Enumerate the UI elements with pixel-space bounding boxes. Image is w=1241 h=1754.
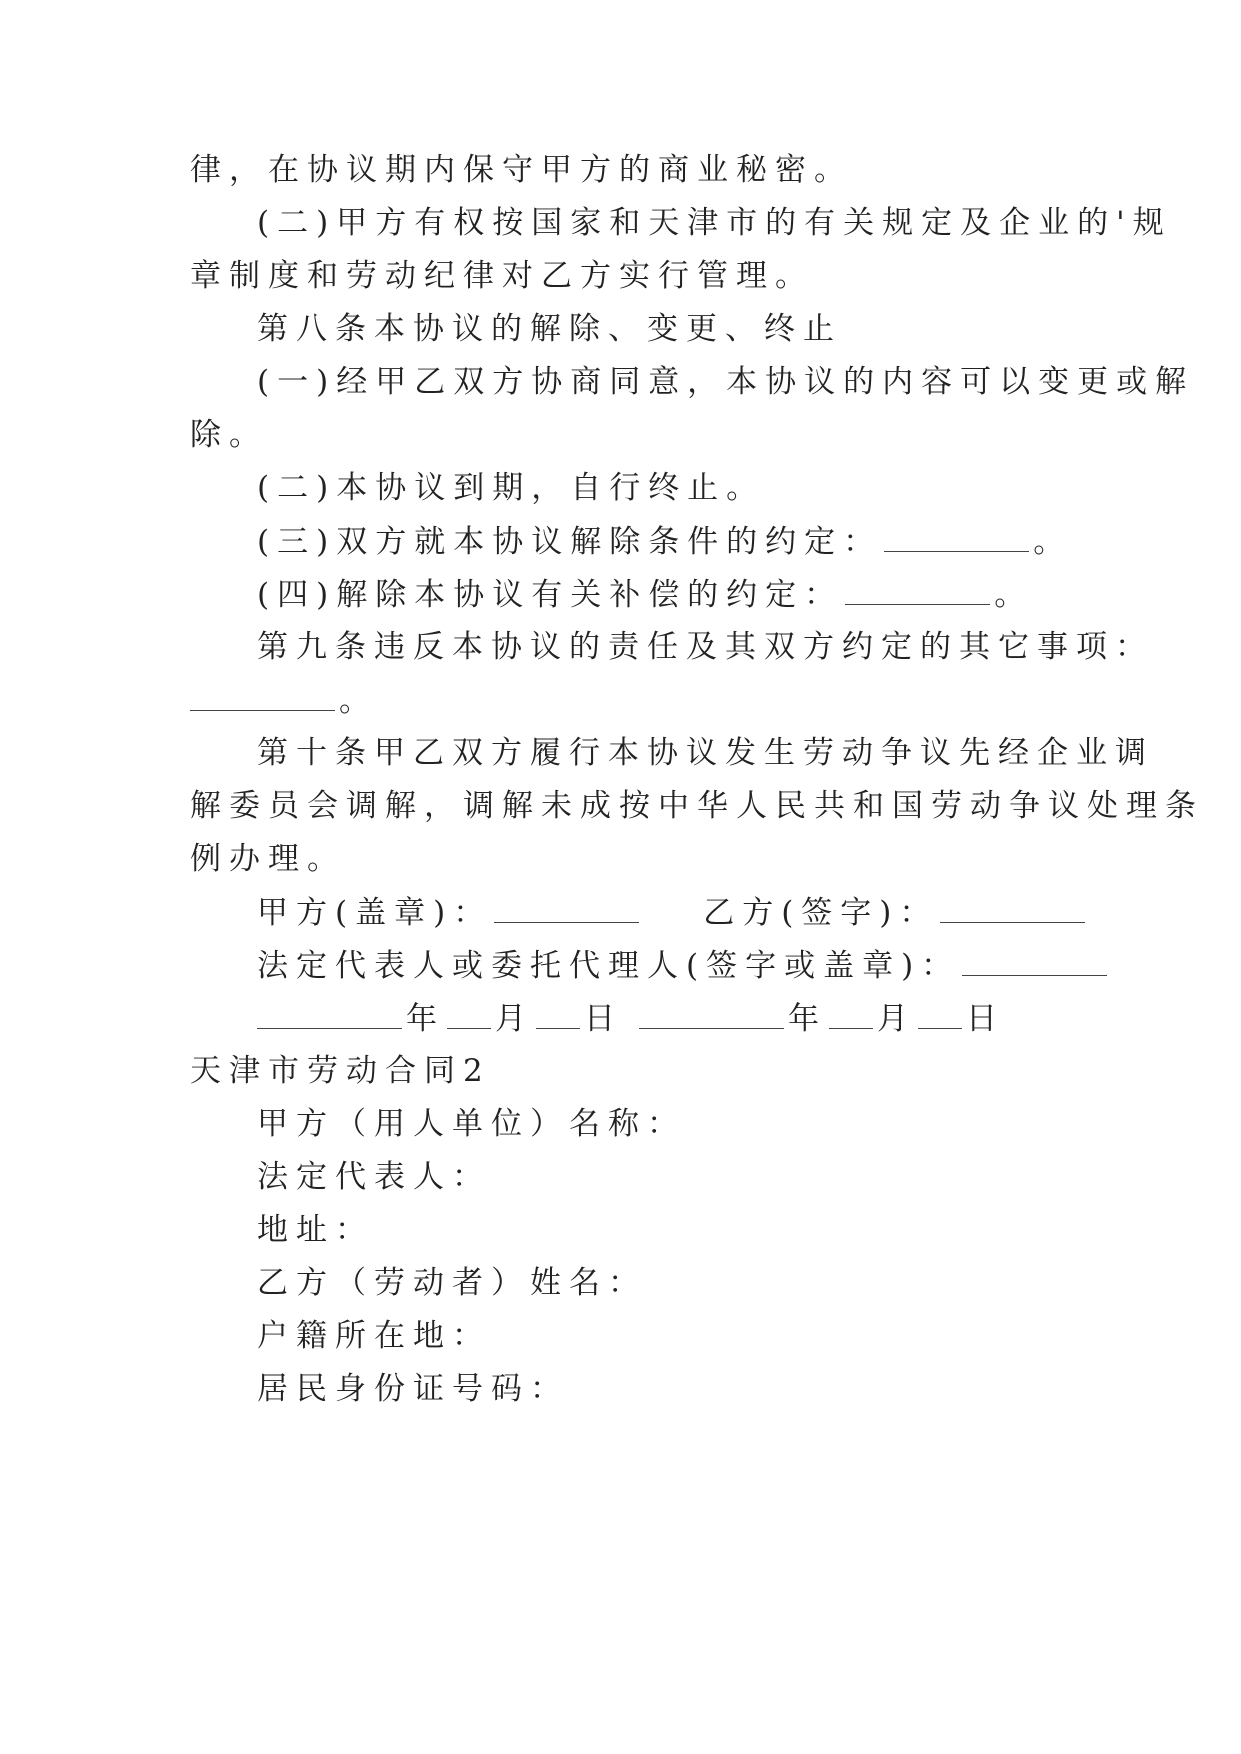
section-heading-10: 第十条甲乙双方履行本协议发生劳动争议先经企业调 <box>257 735 1154 771</box>
fill-blank <box>845 574 990 605</box>
year-label: 年 <box>406 1001 445 1037</box>
representative-label: 法定代表人或委托代理人(签字或盖章)： <box>257 948 961 984</box>
field-label: 地址： <box>257 1212 374 1248</box>
text-line: (二)甲方有权按国家和天津市的有关规定及企业的'规 <box>257 205 1172 241</box>
fill-blank <box>884 521 1029 552</box>
period: 。 <box>994 577 1034 613</box>
fill-blank <box>257 998 402 1029</box>
clause-line <box>257 521 1072 562</box>
fill-blank <box>447 998 491 1029</box>
fill-blank <box>536 998 580 1029</box>
text-line: 律，在协议期内保守甲方的商业秘密。 <box>190 152 853 188</box>
day-label: 日 <box>966 1001 1005 1037</box>
fill-blank <box>918 998 962 1029</box>
contract-title: 天津市劳动合同2 <box>190 1053 491 1089</box>
year-label: 年 <box>788 1001 827 1037</box>
clause-line <box>190 680 378 721</box>
fill-blank <box>639 998 784 1029</box>
text-line: (二)本协议到期，自行终止。 <box>257 470 766 506</box>
party-a-label: 甲方(盖章)： <box>257 895 493 931</box>
field-label: 户籍所在地： <box>257 1318 491 1354</box>
signature-line <box>257 892 1089 933</box>
month-label: 月 <box>877 1001 916 1037</box>
text-line: 解委员会调解，调解未成按中华人民共和国劳动争议处理条 <box>190 788 1204 824</box>
fill-blank <box>190 680 335 711</box>
text-line: 例办理。 <box>190 841 346 877</box>
text-line: 除。 <box>190 417 268 453</box>
period: 。 <box>1033 524 1073 560</box>
fill-blank <box>962 945 1107 976</box>
date-line <box>257 998 1005 1039</box>
text-line: (一)经甲乙双方协商同意，本协议的内容可以变更或解 <box>257 364 1195 400</box>
field-label: 居民身份证号码： <box>257 1371 569 1407</box>
period: 。 <box>339 683 378 719</box>
clause-text: (四)解除本协议有关补偿的约定： <box>257 577 844 613</box>
month-label: 月 <box>495 1001 534 1037</box>
field-label: 乙方（劳动者）姓名： <box>257 1265 647 1301</box>
representative-line <box>257 945 1111 986</box>
section-heading-9: 第九条违反本协议的责任及其双方约定的其它事项： <box>257 629 1154 665</box>
fill-blank <box>829 998 873 1029</box>
fill-blank <box>940 892 1085 923</box>
field-label: 法定代表人： <box>257 1159 491 1195</box>
field-label: 甲方（用人单位）名称： <box>257 1106 686 1142</box>
clause-line <box>257 574 1033 615</box>
party-b-label: 乙方(签字)： <box>703 895 939 931</box>
section-heading-8: 第八条本协议的解除、变更、终止 <box>257 311 842 347</box>
clause-text: (三)双方就本协议解除条件的约定： <box>257 524 883 560</box>
fill-blank <box>494 892 639 923</box>
day-label: 日 <box>584 1001 623 1037</box>
text-line: 章制度和劳动纪律对乙方实行管理。 <box>190 258 814 294</box>
